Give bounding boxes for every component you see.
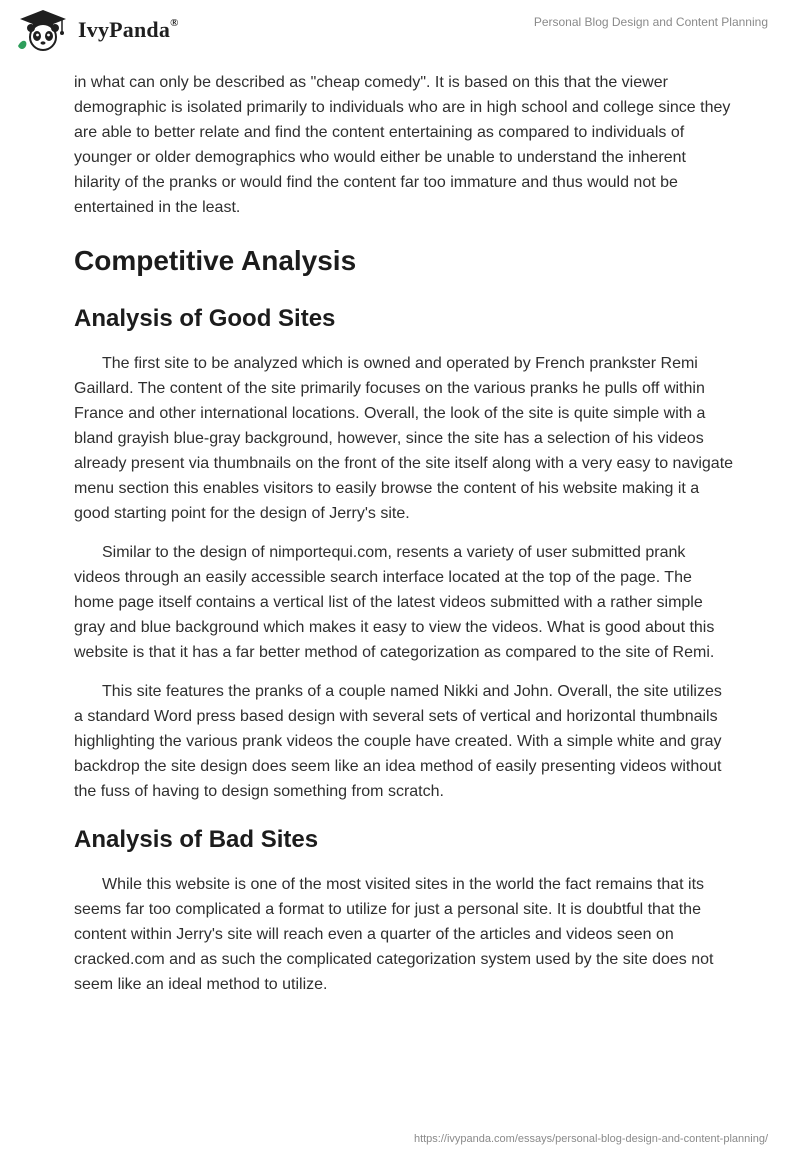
source-url-link[interactable]: https://ivypanda.com/essays/personal-blog-design-and-content-planning/ <box>413 1133 768 1145</box>
document-title: Personal Blog Design and Content Planning <box>533 15 768 29</box>
good-sites-paragraph: Similar to the design of nimportequi.com, resents a variety of user submitted prank videos through an easily accessible search interface located at the top of the page. The home page itself contains a vertical list of the latest videos submitted with a rather simple gray and blue background which makes it easy to view the videos. What is good about this website is that it has a far better method of categorization as compared to the site of Remi. <box>74 544 715 661</box>
intro-paragraph: in what can only be described as "cheap comedy". It is based on this that the viewer demographic is isolated primarily to individuals who are in high school and college since they are able to better relate and find the content entertaining as compared to individuals of younger or older demographics who would either be unable to understand the inherent hilarity of the pranks or would find the content far too immature and thus would not be entertained in the least. <box>74 74 731 216</box>
bad-sites-heading: Analysis of Bad Sites <box>74 826 319 853</box>
page-header <box>0 0 800 62</box>
good-sites-heading: Analysis of Good Sites <box>74 305 336 332</box>
article-body <box>74 70 734 997</box>
section-title: Competitive Analysis <box>74 245 357 276</box>
good-sites-paragraph: This site features the pranks of a couple named Nikki and John. Overall, the site utilizes a standard Word press based design with several sets of vertical and horizontal thumbnails highlighting the various prank videos the couple have created. With a simple white and gray backdrop the site design does seem like an idea method of easily presenting videos without the fuss of having to design something from scratch. <box>74 683 722 800</box>
bad-sites-paragraph: While this website is one of the most visited sites in the world the fact remains that its seems far too complicated a format to utilize for just a personal site. It is doubtful that the content within Jerry's site will reach even a quarter of the articles and videos seen on cracked.com and as such the complicated categorization system used by the site does not seem like an ideal method to utilize. <box>74 876 714 993</box>
good-sites-paragraph: The first site to be analyzed which is owned and operated by French prankster Remi Gaillard. The content of the site primarily focuses on the various pranks he pulls off within France and other international locations. Overall, the look of the site is quite simple with a bland grayish blue-gray background, however, since the site has a selection of his videos already present via thumbnails on the front of the site itself along with a very easy to navigate menu section this enables visitors to easily browse the content of his website making it a good starting point for the design of Jerry's site. <box>74 355 734 522</box>
logo[interactable] <box>14 8 179 52</box>
panda-logo-icon <box>14 8 72 52</box>
brand-name: IvyPanda® <box>78 16 179 42</box>
